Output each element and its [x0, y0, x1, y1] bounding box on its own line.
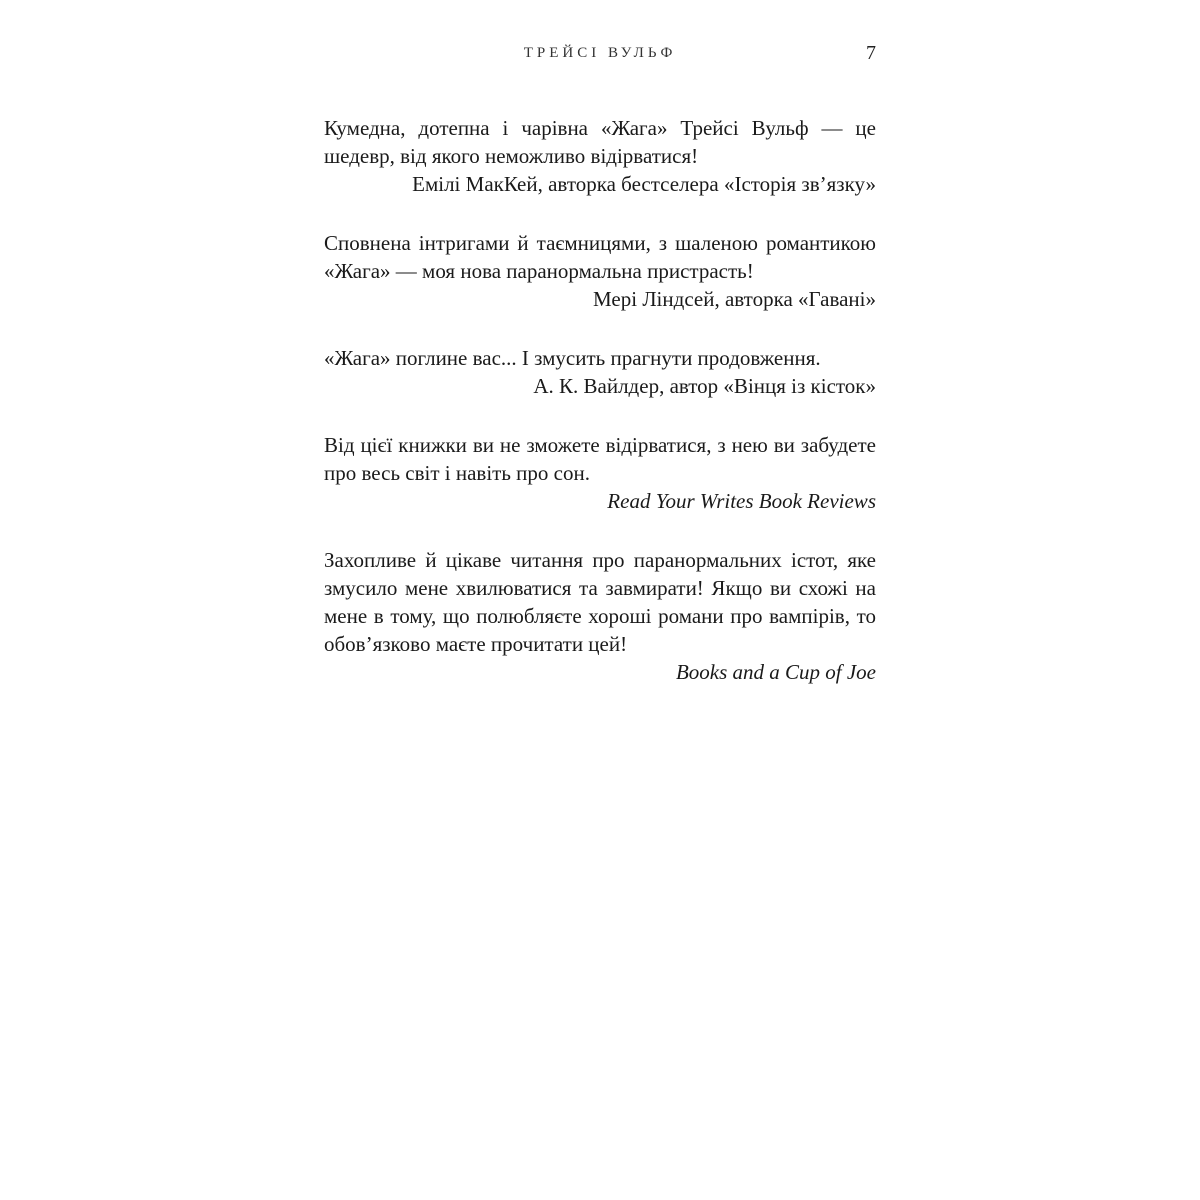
blurb — [324, 344, 876, 400]
blurb-quote: Захопливе й цікаве читання про паранормальних істот, яке змусило мене хвилюватися та завмирати! Якщо ви схожі на мене в тому, що полюбляєте хороші романи про вампірів, то обов’язково маєте прочитати цей! — [324, 548, 876, 656]
running-head — [324, 42, 876, 64]
blurb-attribution: А. К. Вайлдер, автор «Вінця із кісток» — [533, 374, 876, 398]
blurb-attribution: Read Your Writes Book Reviews — [607, 489, 876, 513]
blurb-attribution: Емілі МакКей, авторка бестселера «Історія зв’язку» — [412, 172, 876, 196]
blurb — [324, 114, 876, 198]
blurb — [324, 431, 876, 515]
blurb-quote: «Жага» поглине вас... І змусить прагнути продовження. — [324, 346, 821, 370]
praise-section — [324, 114, 876, 717]
running-title: ТРЕЙСІ ВУЛЬФ — [523, 45, 677, 61]
blurb — [324, 546, 876, 686]
blurb-quote: Сповнена інтригами й таємницями, з шаленою романтикою «Жага» — моя нова паранормальна пристрасть! — [324, 231, 876, 283]
blurb-attribution: Books and a Cup of Joe — [675, 660, 876, 684]
blurb-quote: Кумедна, дотепна і чарівна «Жага» Трейсі Вульф — це шедевр, від якого неможливо відірватися! — [324, 116, 876, 168]
blurb-quote: Від цієї книжки ви не зможете відірватися, з нею ви забудете про весь світ і навіть про сон. — [324, 433, 876, 485]
blurb — [324, 229, 876, 313]
blurb-attribution: Мері Ліндсей, авторка «Гавані» — [593, 287, 876, 311]
page-number: 7 — [866, 42, 876, 64]
book-page — [324, 0, 876, 1200]
